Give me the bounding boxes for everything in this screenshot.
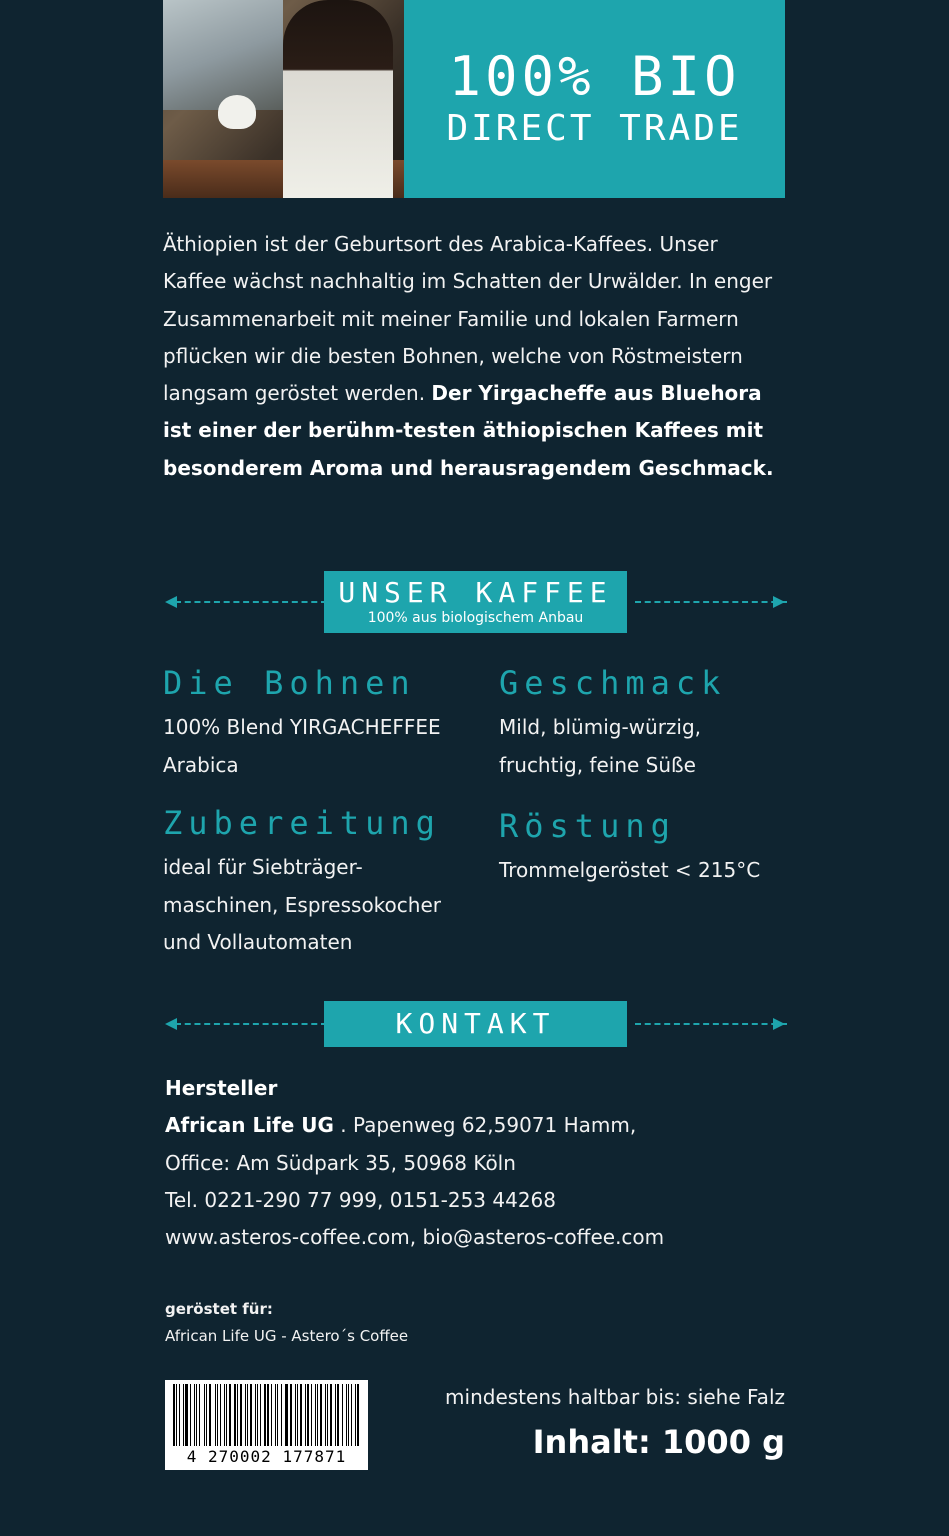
barcode-bar [355, 1384, 356, 1446]
contact-label: Hersteller [165, 1076, 278, 1100]
barcode-bar [325, 1384, 327, 1446]
barcode-bar [245, 1384, 246, 1446]
barcode-bar [206, 1384, 207, 1446]
barcode-bar [346, 1384, 347, 1446]
barcode-bar [271, 1384, 272, 1446]
barcode-bar [196, 1384, 197, 1446]
hero-subtitle: DIRECT TRADE [446, 108, 743, 149]
roasted-for-value: African Life UG - Astero´s Coffee [165, 1327, 409, 1345]
barcode-bar [250, 1384, 252, 1446]
dashed-line [635, 1023, 787, 1027]
barcode-bar [176, 1384, 177, 1446]
barcode-bar [215, 1384, 216, 1446]
barcode-bar [286, 1384, 288, 1446]
barcode-bar [285, 1384, 286, 1446]
barcode-bar [267, 1384, 269, 1446]
barcode-bar [179, 1384, 180, 1446]
contact-web: www.asteros-coffee.com, bio@asteros-coffee.com [165, 1225, 665, 1250]
section-title: KONTAKT [395, 1007, 556, 1040]
arrow-right-icon [773, 1018, 785, 1030]
intro-text: Äthiopien ist der Geburtsort des Arabica-Kaffees. Unser Kaffee wächst nachhaltig im Schatten der Urwälder. In enger Zusammenarbeit mit meiner Familie und lokalen Farmern pflücken wir die besten Bohnen, welche von Röstmeistern langsam geröstet werden. [163, 232, 773, 406]
barcode-bar [217, 1384, 218, 1446]
photo-coffee-pot [218, 95, 256, 129]
photo-window [163, 0, 283, 110]
barcode-bar [199, 1384, 201, 1446]
barcode-bar [348, 1384, 350, 1446]
info-roast [499, 806, 789, 890]
roasted-for [165, 1296, 565, 1350]
barcode-bar [317, 1384, 318, 1446]
intro-highlight: Der Yirgacheffe aus Bluehora ist einer der berühm-testen äthiopischen Kaffees mit besonderem Aroma und herausragendem Geschmack. [163, 381, 774, 480]
barcode-bar [305, 1384, 306, 1446]
info-taste [499, 663, 789, 784]
barcode-bar [327, 1384, 328, 1446]
intro-paragraph [163, 226, 783, 487]
dashed-line [175, 601, 327, 605]
barcode-bars [173, 1384, 361, 1446]
barcode-bar [185, 1384, 187, 1446]
content-amount: Inhalt: 1000 g [532, 1423, 785, 1461]
best-before: mindestens haltbar bis: siehe Falz [445, 1385, 785, 1409]
barcode-bar [237, 1384, 238, 1446]
barcode-bar [247, 1384, 248, 1446]
info-text: Mild, blümig-würzig, fruchtig, feine Süße [499, 715, 702, 777]
contact-phone: Tel. 0221-290 77 999, 0151-253 44268 [165, 1187, 557, 1212]
barcode-bar [204, 1384, 206, 1446]
info-beans [163, 663, 473, 784]
barcode-bar [277, 1384, 279, 1446]
roasted-for-label: geröstet für: [165, 1300, 273, 1318]
section-banner-contact [165, 1001, 785, 1047]
banner-box [324, 1001, 627, 1047]
contact-company: African Life UG [165, 1113, 334, 1138]
barcode-bar [311, 1384, 312, 1446]
info-heading: Die Bohnen [163, 664, 416, 702]
barcode [165, 1380, 368, 1470]
barcode-bar [209, 1384, 211, 1446]
barcode-number: 4 270002 177871 [186, 1447, 347, 1466]
barcode-bar [240, 1384, 242, 1446]
barcode-bar [194, 1384, 195, 1446]
contact-address: . Papenweg 62,59071 Hamm, [333, 1113, 637, 1138]
barcode-bar [173, 1384, 175, 1446]
barcode-bar [290, 1384, 292, 1446]
hero-panel [404, 0, 785, 198]
barcode-bar [226, 1384, 227, 1446]
barcode-bar [234, 1384, 236, 1446]
info-heading: Zubereitung [163, 804, 441, 842]
barcode-bar [307, 1384, 309, 1446]
barcode-bar [264, 1384, 266, 1446]
barcode-bar [220, 1384, 222, 1446]
barcode-bar [229, 1384, 231, 1446]
barcode-bar [351, 1384, 352, 1446]
barcode-bar [300, 1384, 302, 1446]
hero-photo [163, 0, 404, 198]
barcode-bar [183, 1384, 185, 1446]
barcode-bar [337, 1384, 339, 1446]
barcode-bar [297, 1384, 298, 1446]
barcode-bar [275, 1384, 276, 1446]
info-preparation [163, 803, 473, 962]
section-title: UNSER KAFFEE [338, 576, 613, 609]
info-text: ideal für Siebträger-maschinen, Espressokocher und Vollautomaten [163, 855, 441, 954]
info-heading: Röstung [499, 807, 676, 845]
info-text: Trommelgeröstet < 215°C [499, 858, 761, 882]
barcode-bar [190, 1384, 191, 1446]
barcode-bar [224, 1384, 225, 1446]
photo-person [283, 0, 393, 198]
barcode-bar [335, 1384, 336, 1446]
section-subtitle: 100% aus biologischem Anbau [367, 610, 584, 626]
contact-office: Office: Am Südpark 35, 50968 Köln [165, 1150, 516, 1175]
section-banner-coffee [165, 571, 785, 633]
barcode-bar [260, 1384, 261, 1446]
barcode-bar [315, 1384, 316, 1446]
barcode-bar [281, 1384, 282, 1446]
barcode-bar [342, 1384, 343, 1446]
barcode-bar [330, 1384, 332, 1446]
hero-title: 100% BIO [448, 45, 741, 108]
barcode-bar [257, 1384, 258, 1446]
info-text: 100% Blend YIRGACHEFFEE Arabica [163, 715, 441, 777]
contact-block [165, 1070, 785, 1256]
barcode-bar [320, 1384, 322, 1446]
dashed-line [635, 601, 787, 605]
arrow-right-icon [773, 596, 785, 608]
info-heading: Geschmack [499, 664, 727, 702]
dashed-line [175, 1023, 327, 1027]
barcode-bar [255, 1384, 256, 1446]
barcode-bar [357, 1384, 359, 1446]
barcode-bar [295, 1384, 296, 1446]
banner-box [324, 571, 627, 633]
